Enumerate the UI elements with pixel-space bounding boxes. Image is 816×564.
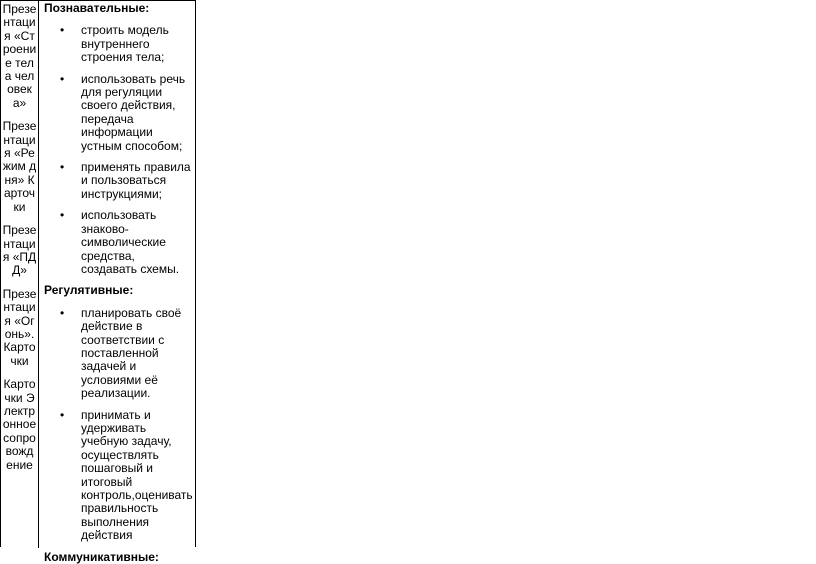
resource-entry: Презентация «Режим дня» Карточки [2, 119, 37, 214]
resource-entry: Презентация «Строение тела человека» [2, 2, 37, 110]
resource-entry: Презентация «Огонь». Карточки [2, 286, 37, 368]
section-heading-communicative: Коммуникативные: [44, 549, 159, 564]
list-item: • принимать и удерживать учебную задачу, осуществлять пошаговый и итоговый контроль,оценивать правильность выполнения действия [44, 409, 192, 543]
section-heading-cognitive: Познавательные: [44, 1, 150, 15]
list-item: • использовать речь для регуляции своего действия, передача информации устным способом; [44, 73, 192, 153]
regulative-list [44, 307, 192, 543]
document-table [0, 0, 196, 564]
resources-column [1, 1, 39, 548]
cognitive-list [44, 24, 192, 276]
list-item: • планировать своё действие в соответствии с поставленной задачей и условиями её реализации. [44, 307, 192, 401]
resource-entry: Карточки Электронное сопровождение [2, 377, 37, 472]
resources-list [3, 1, 37, 472]
resource-entry: Презентация «ПДД» [2, 223, 37, 278]
skills-column [39, 1, 196, 564]
section-heading-regulative: Регулятивные: [44, 283, 134, 298]
list-item: • строить модель внутреннего строения тела; [44, 24, 192, 64]
list-item: • использовать знаково-символические средства, создавать схемы. [44, 209, 192, 276]
list-item: • применять правила и пользоваться инструкциями; [44, 161, 192, 201]
